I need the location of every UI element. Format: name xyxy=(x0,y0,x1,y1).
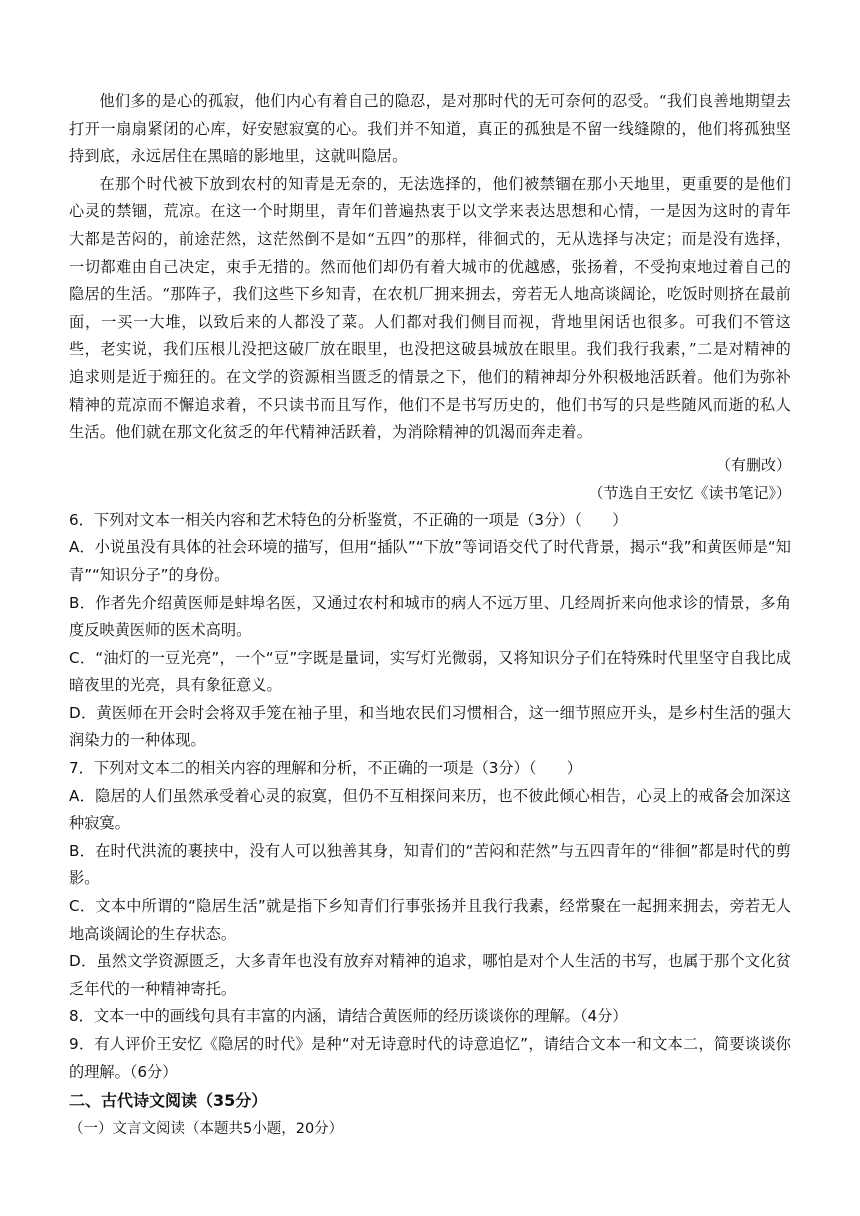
question-8: 8．文本一中的画线句具有丰富的内涵，请结合黄医师的经历谈谈你的理解。（4分） xyxy=(69,1007,628,1026)
question-6-option-b: B．作者先介绍黄医师是蚌埠名医，又通过农村和城市的病人不远万里、几经周折来向他求诊的情景，多角度反映黄医师的医术高明。 xyxy=(69,593,791,640)
source-citation: （节选自王安忆《读书笔记》） xyxy=(588,483,791,502)
section-subheading: （一）文言文阅读（本题共5小题，20分） xyxy=(69,1121,344,1138)
question-9: 9．有人评价王安忆《隐居的时代》是种“对无诗意时代的诗意追忆”，请结合文本一和文本二，简要谈谈你的理解。（6分） xyxy=(69,1035,791,1081)
question-6-option-d: D．黄医师在开会时会将双手笼在袖子里，和当地农民们习惯相合，这一细节照应开头，是乡村生活的强大润染力的一种体现。 xyxy=(69,703,791,750)
question-6-option-a: A．小说虽没有具体的社会环境的描写，但用“插队”“下放”等词语交代了时代背景，揭示“我”和黄医师是“知青”“知识分子”的身份。 xyxy=(69,538,791,584)
passage-paragraph-2: 在那个时代被下放到农村的知青是无奈的，无法选择的，他们被禁锢在那小天地里，更重要的是他们心灵的禁锢，荒凉。在这一个时期里，青年们普遍热衷于以文学来表达思想和心情，一是因为这时的青年大都是苦闷的，前途茫然，这茫然倒不是如“五四”的那样，徘徊式的，无从选择与决定；而是没有选择，一切都难由自己决定，束手无措的。然而他们却仍有着大城市的优越感，张扬着，不受拘束地过着自己的隐居的生活。“那阵子，我们这些下乡知青，在农机厂拥来拥去，旁若无人地高谈阔论，吃饭时则挤在最前面，一买一大堆，以致后来的人都没了菜。人们都对我们侧目而视，背地里闲话也很多。可我们不管这些，老实说，我们压根儿没把这破厂放在眼里，也没把这破县城放在眼里。我们我行我素，”二是对精神的追求则是近于痴狂的。在文学的资源相当匮乏的情景之下，他们的精神却分外积极地活跃着。他们为弥补精神的荒凉而不懈追求着，不只读书而且写作，他们不是书写历史的，他们书写的只是些随风而逝的私人生活。他们就在那文化贫乏的年代精神活跃着，为消除精神的饥渴而奔走着。 xyxy=(69,174,791,442)
passage-paragraph-1: 他们多的是心的孤寂，他们内心有着自己的隐忍，是对那时代的无可奈何的忍受。“我们良善地期望去打开一扇扇紧闭的心库，好安慰寂寞的心。我们并不知道，真正的孤独是不留一线缝隙的，他们将孤独坚持到底，永远居住在黑暗的影地里，这就叫隐居。 xyxy=(69,92,791,166)
section-heading: 二、古代诗文阅读（35分） xyxy=(69,1091,268,1111)
question-6-option-c: C．“油灯的一豆光亮”，一个“豆”字既是量词，实写灯光微弱，又将知识分子们在特殊时代里坚守自我比成暗夜里的光亮，具有象征意义。 xyxy=(69,648,791,695)
question-7-option-a: A．隐居的人们虽然承受着心灵的寂寞，但仍不互相探问来历，也不彼此倾心相告，心灵上的戒备会加深这种寂寞。 xyxy=(69,786,791,833)
question-7-option-c: C．文本中所谓的“隐居生活”就是指下乡知青们行事张扬并且我行我素，经常聚在一起拥来拥去，旁若无人地高谈阔论的生存状态。 xyxy=(69,897,791,943)
exam-page xyxy=(69,88,791,1142)
question-6: 6．下列对文本一相关内容和艺术特色的分析鉴赏，不正确的一项是（3分）（ ） xyxy=(69,510,628,529)
question-7: 7．下列对文本二的相关内容的理解和分析，不正确的一项是（3分）（ ） xyxy=(69,759,582,778)
question-7-option-b: B．在时代洪流的裹挟中，没有人可以独善其身，知青们的“苦闷和茫然”与五四青年的“徘徊”都是时代的剪影。 xyxy=(69,841,791,888)
revision-note: （有删改） xyxy=(715,455,791,474)
question-7-option-d: D．虽然文学资源匮乏，大多青年也没有放弃对精神的追求，哪怕是对个人生活的书写，也属于那个文化贫乏年代的一种精神寄托。 xyxy=(69,952,791,998)
